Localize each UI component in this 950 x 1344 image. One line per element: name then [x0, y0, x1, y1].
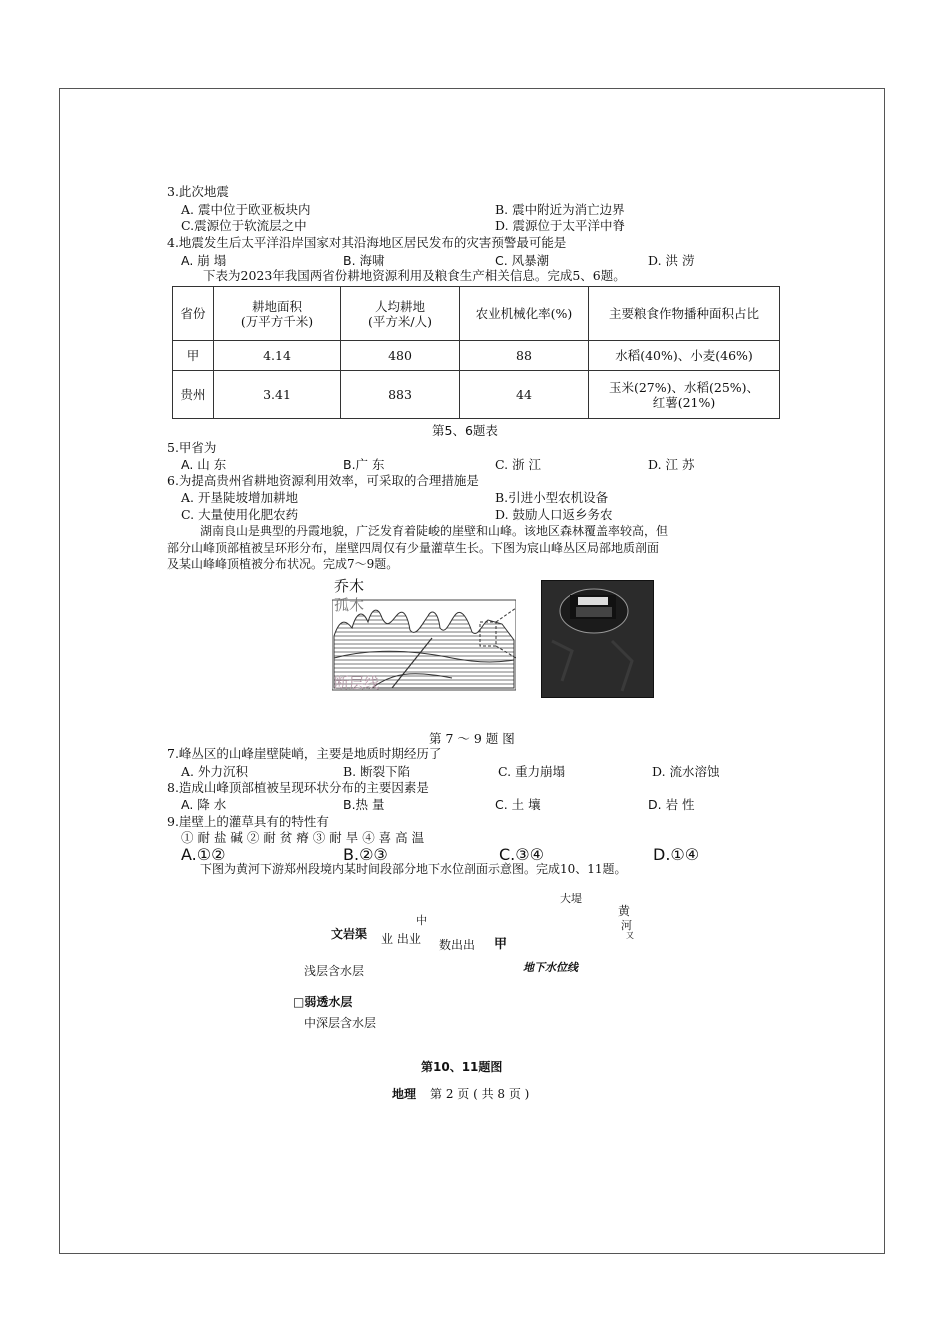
q6-stem: 6.为提高贵州省耕地资源利用效率，可采取的合理措施是: [167, 473, 479, 488]
intro-q5-6: 下表为2023年我国两省份耕地资源利用及粮食生产相关信息。完成5、6题。: [203, 268, 626, 283]
label-shallow-aquifer: 浅层含水层: [304, 964, 365, 978]
table-cell: 4.14: [214, 341, 341, 371]
label-tree: 乔木: [334, 577, 365, 595]
intro-q7-9-line3: 及某山峰峰顶植被分布状况。完成7～9题。: [167, 557, 399, 571]
q3-option-b: B. 震中附近为消亡边界: [495, 202, 625, 217]
q6-option-a: A. 开垦陡坡增加耕地: [181, 490, 298, 505]
label-zhong: 中: [416, 914, 427, 927]
table-cell: 44: [460, 371, 589, 419]
q7-option-d: D. 流水溶蚀: [652, 764, 720, 779]
q7-stem: 7.峰丛区的山峰崖壁陡峭，主要是地质时期经历了: [167, 746, 442, 761]
q4-option-b: B. 海啸: [343, 253, 385, 268]
table-header-cell: 省份: [173, 287, 214, 341]
table-cell: 480: [341, 341, 460, 371]
data-table: [172, 286, 780, 419]
table-cell: 贵州: [173, 371, 214, 419]
intro-q10-11: 下图为黄河下游郑州段境内某时间段部分地下水位剖面示意图。完成10、11题。: [200, 862, 627, 876]
table-caption: 第5、6题表: [432, 423, 498, 438]
label-fault: 断层线: [334, 674, 380, 692]
q9-option-b: B.②③: [343, 845, 388, 864]
q9-option-a: A.①②: [181, 845, 226, 864]
q3-option-a: A. 震中位于欧亚板块内: [181, 202, 311, 217]
q9-statements: ① 耐 盐 碱 ② 耐 贫 瘠 ③ 耐 旱 ④ 喜 高 温: [181, 830, 425, 845]
q9-stem: 9.崖壁上的灌草具有的特性有: [167, 814, 329, 829]
q8-option-c: C. 土 壤: [495, 797, 541, 812]
q7-option-b: B. 断裂下陷: [343, 764, 411, 779]
peak-photo-image: [542, 581, 653, 697]
q4-option-a: A. 崩 塌: [181, 253, 227, 268]
table-header-cell: 耕地面积 (万平方千米): [214, 287, 341, 341]
q8-stem: 8.造成山峰顶部植被呈现环状分布的主要因素是: [167, 780, 429, 795]
label-shuju-chu: 数出出: [439, 938, 476, 952]
q5-stem: 5.甲省为: [167, 440, 217, 455]
q7-option-c: C. 重力崩塌: [498, 764, 566, 779]
q6-option-c: C. 大量使用化肥农药: [181, 507, 299, 522]
table-cell: 883: [341, 371, 460, 419]
q8-option-a: A. 降 水: [181, 797, 227, 812]
table-cell: 水稻(40%)、小麦(46%): [589, 341, 780, 371]
q5-option-d: D. 江 苏: [648, 457, 695, 472]
footer-page-number: 第 2 页 ( 共 8 页 ): [430, 1087, 530, 1101]
q4-option-c: C. 风暴潮: [495, 253, 550, 268]
peak-photo: [541, 580, 654, 698]
q3-stem: 3.此次地震: [167, 184, 229, 199]
label-ye-chu-ye: 业 出业: [381, 932, 421, 946]
table-header-cell: 农业机械化率(%): [460, 287, 589, 341]
label-river-1: 黄: [618, 904, 631, 918]
q5-option-c: C. 浙 江: [495, 457, 542, 472]
label-water-table: 地下水位线: [523, 961, 578, 974]
table-row: [173, 371, 780, 419]
q3-option-c: C.震源位于软流层之中: [181, 218, 307, 233]
label-dyke: 大堤: [560, 892, 582, 905]
table-header-cell: 主要粮食作物播种面积占比: [589, 287, 780, 341]
q4-option-d: D. 洪 涝: [648, 253, 695, 268]
fig79-caption: 第 7 ～ 9 题 图: [429, 731, 515, 746]
label-river-3: 又: [626, 931, 634, 940]
q6-option-b: B.引进小型农机设备: [495, 490, 609, 505]
q7-option-a: A. 外力沉积: [181, 764, 248, 779]
table-cell: 玉米(27%)、水稻(25%)、 红薯(21%): [589, 371, 780, 419]
label-jia: 甲: [494, 937, 508, 952]
q5-option-a: A. 山 东: [181, 457, 227, 472]
q8-option-b: B.热 量: [343, 797, 385, 812]
fig1011-caption: 第10、11题图: [421, 1060, 503, 1074]
table-row: [173, 341, 780, 371]
label-middeep-aquifer: 中深层含水层: [304, 1016, 377, 1030]
q4-stem: 4.地震发生后太平洋沿岸国家对其沿海地区居民发布的灾害预警最可能是: [167, 235, 567, 250]
footer-subject: 地理: [392, 1087, 417, 1101]
q9-option-c: C.③④: [499, 845, 544, 864]
table-cell: 甲: [173, 341, 214, 371]
label-wenyanqu: 文岩渠: [331, 927, 368, 941]
q5-option-b: B.广 东: [343, 457, 385, 472]
intro-q7-9-line2: 部分山峰顶部植被呈环形分布，崖壁四周仅有少量灌草生长。下图为宸山峰丛区局部地质剖面: [167, 541, 660, 555]
q3-option-d: D. 震源位于太平洋中脊: [495, 218, 626, 233]
table-header-row: [173, 287, 780, 341]
q9-option-d: D.①④: [653, 845, 700, 864]
label-weak-permeable-layer: □弱透水层: [293, 995, 353, 1009]
q8-option-d: D. 岩 性: [648, 797, 695, 812]
table-header-cell: 人均耕地 (平方米/人): [341, 287, 460, 341]
table-cell: 88: [460, 341, 589, 371]
label-shrub: 孤木: [334, 596, 365, 614]
intro-q7-9-line1: 湖南良山是典型的丹霞地貌，广泛发育着陡峻的崖壁和山峰。该地区森林覆盖率较高，但: [200, 524, 669, 538]
q6-option-d: D. 鼓励人口返乡务农: [495, 507, 613, 522]
table-cell: 3.41: [214, 371, 341, 419]
label-river-2: 河: [621, 919, 632, 932]
